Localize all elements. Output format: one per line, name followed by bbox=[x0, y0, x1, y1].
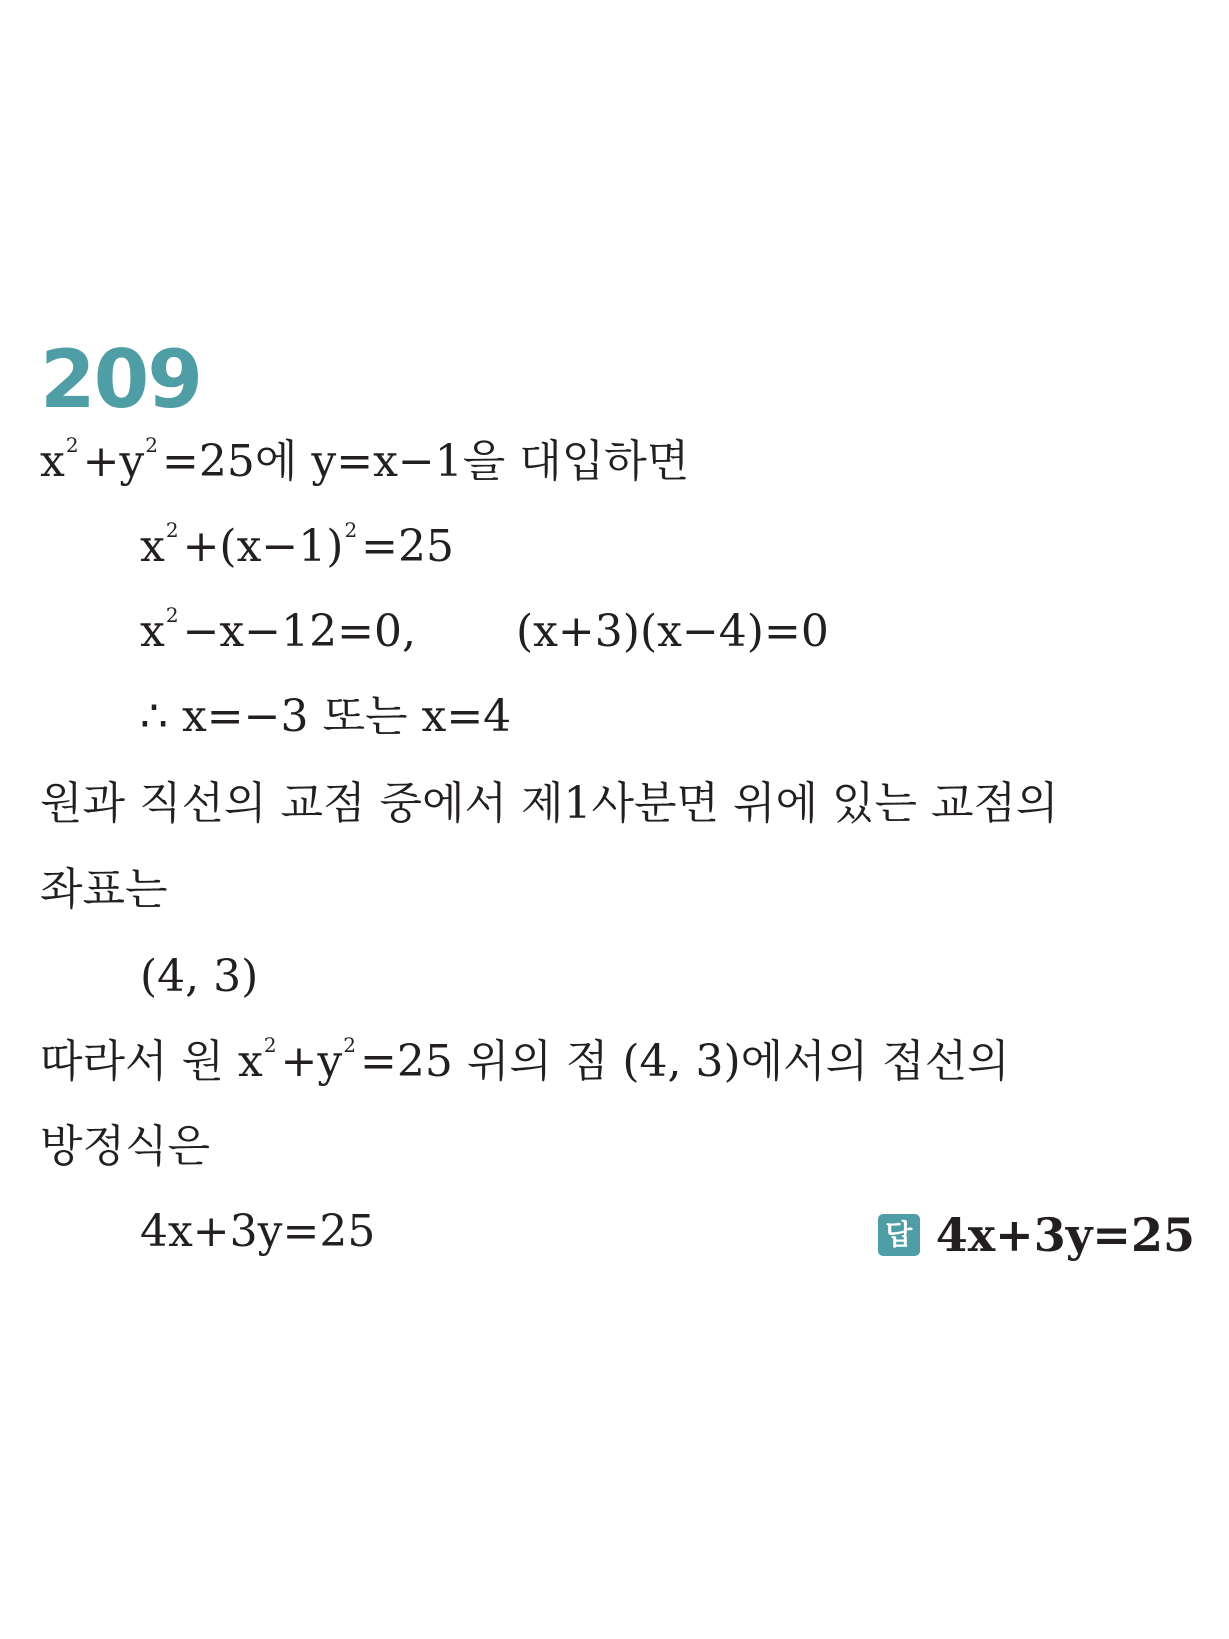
solution-line-8-a: 따라서 원 x bbox=[40, 1036, 263, 1087]
solution-line-10: 4x+3y=25 bbox=[140, 1206, 376, 1257]
solution-line-4: ∴ x=−3 또는 x=4 bbox=[140, 691, 512, 742]
exponent: 2 bbox=[145, 433, 159, 457]
solution-line-3 bbox=[140, 603, 829, 657]
solution-line-7: (4, 3) bbox=[140, 951, 259, 1002]
solution-line-9: 방정식은 bbox=[40, 1121, 211, 1172]
answer-value: 4x+3y=25 bbox=[935, 1208, 1195, 1262]
solution-line-1-b: +y bbox=[82, 436, 145, 487]
exponent: 2 bbox=[165, 518, 179, 542]
solution-line-2 bbox=[140, 518, 455, 572]
exponent: 2 bbox=[165, 603, 179, 627]
solution-line-5: 원과 직선의 교점 중에서 제1사분면 위에 있는 교점의 bbox=[40, 778, 1059, 829]
solution-line-8-c: =25 위의 점 (4, 3)에서의 접선의 bbox=[360, 1036, 1010, 1087]
solution-line-3-b: −x−12=0, bbox=[182, 606, 416, 657]
solution-line-2-b: +(x−1) bbox=[182, 521, 344, 572]
solution-line-3-c: (x+3)(x−4)=0 bbox=[515, 606, 829, 657]
answer bbox=[878, 1208, 1195, 1262]
exponent: 2 bbox=[263, 1033, 277, 1057]
problem-number: 209 bbox=[40, 333, 201, 426]
solution-line-1-c: =25에 y=x−1을 대입하면 bbox=[162, 436, 690, 487]
solution-line-3-a: x bbox=[140, 606, 165, 657]
exponent: 2 bbox=[344, 518, 358, 542]
solution-line-2-a: x bbox=[140, 521, 165, 572]
solution-line-1-a: x bbox=[40, 436, 65, 487]
solution-line-1 bbox=[40, 433, 690, 487]
solution-line-6: 좌표는 bbox=[40, 864, 168, 915]
answer-badge: 답 bbox=[878, 1214, 920, 1256]
exponent: 2 bbox=[343, 1033, 357, 1057]
solution-line-2-c: =25 bbox=[361, 521, 455, 572]
solution-line-8-b: +y bbox=[280, 1036, 343, 1087]
exponent: 2 bbox=[65, 433, 79, 457]
solution-line-8 bbox=[40, 1033, 1010, 1087]
